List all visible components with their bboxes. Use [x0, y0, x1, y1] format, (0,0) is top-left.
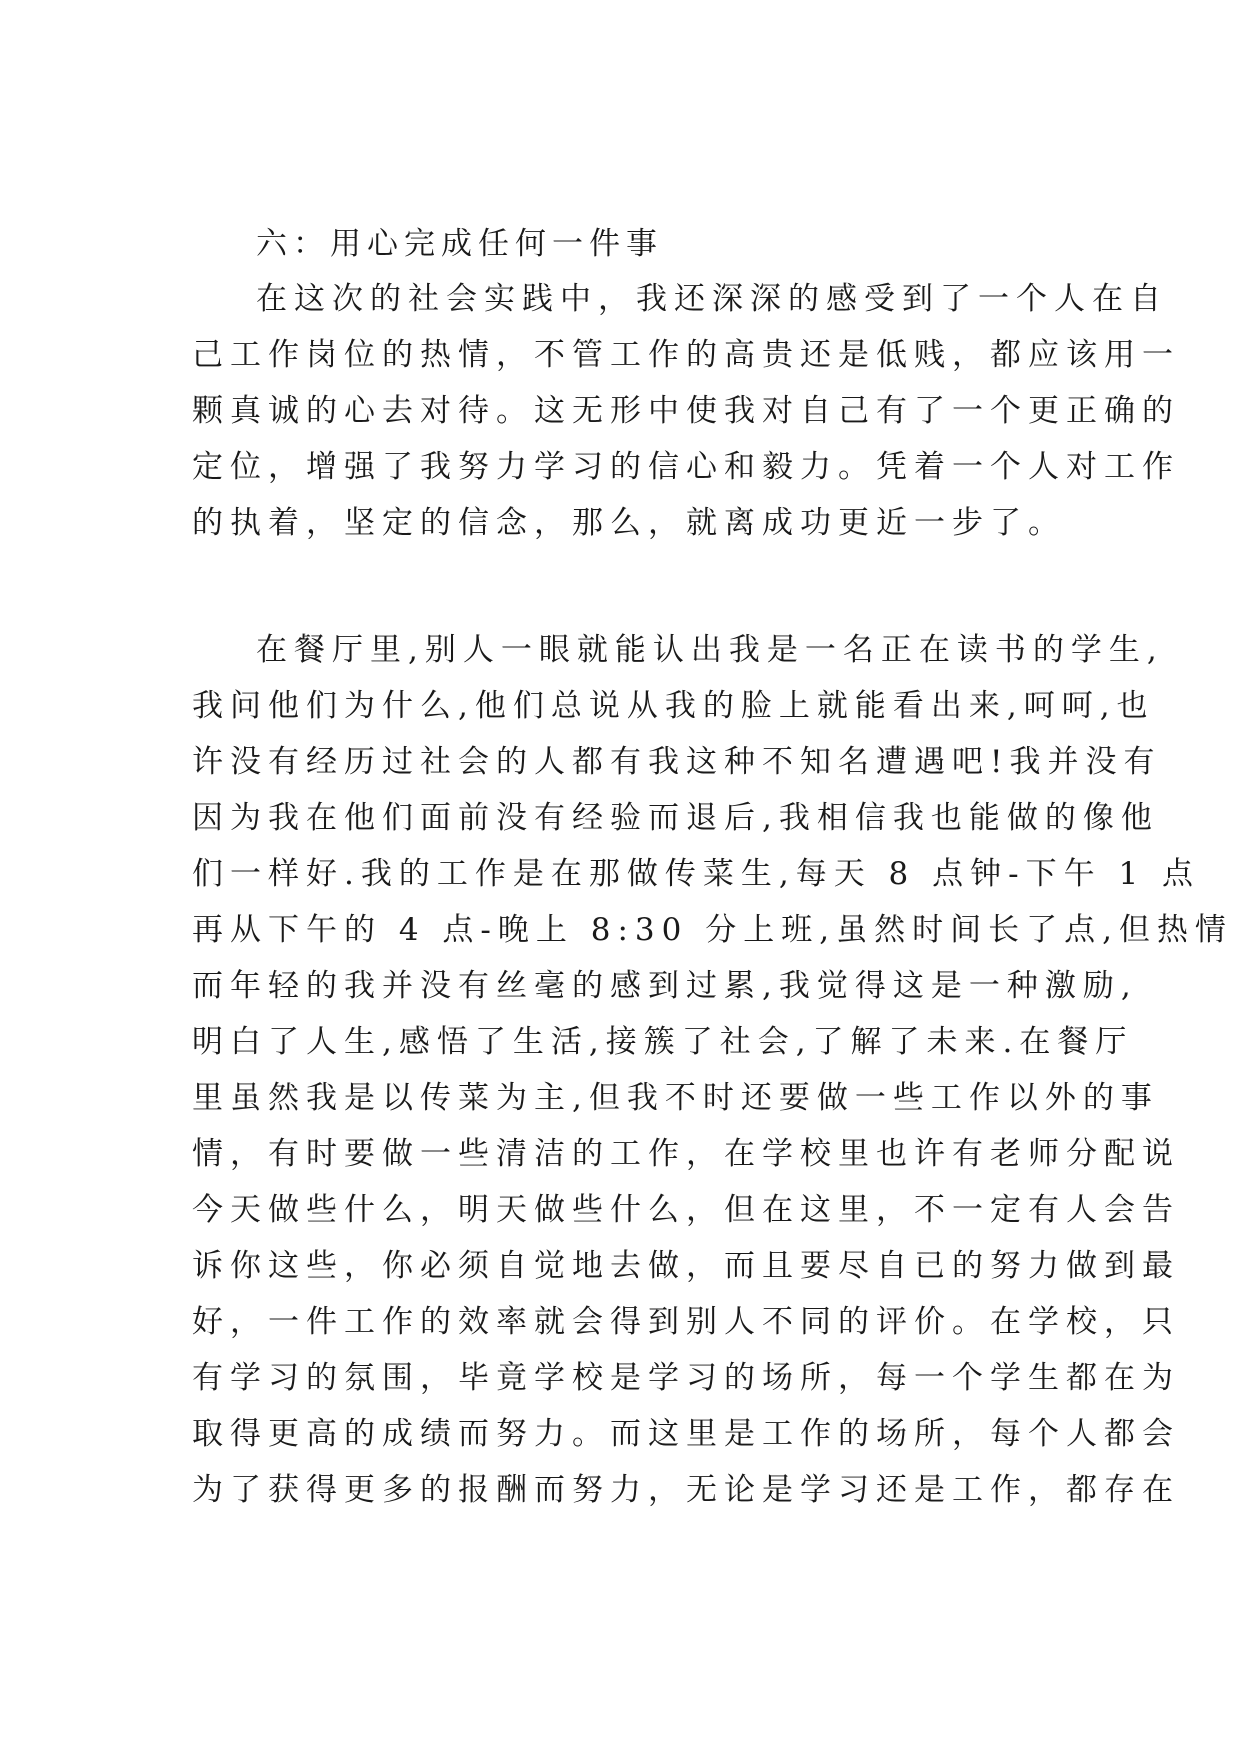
- paragraph-line: 己工作岗位的热情，不管工作的高贵还是低贱，都应该用一: [192, 337, 1180, 373]
- paragraph-line: 颗真诚的心去对待。这无形中使我对自己有了一个更正确的: [192, 393, 1180, 429]
- paragraph-line: 们一样好.我的工作是在那做传菜生,每天 8 点钟-下午 1 点: [192, 856, 1201, 892]
- paragraph-line: 有学习的氛围，毕竟学校是学习的场所，每一个学生都在为: [192, 1360, 1180, 1396]
- paragraph-line: 诉你这些，你必须自觉地去做，而且要尽自已的努力做到最: [192, 1248, 1180, 1284]
- paragraph-line: 在这次的社会实践中，我还深深的感受到了一个人在自: [256, 281, 1168, 317]
- paragraph-line: 再从下午的 4 点-晚上 8:30 分上班,虽然时间长了点,但热情: [192, 912, 1233, 948]
- paragraph-line: 定位，增强了我努力学习的信心和毅力。凭着一个人对工作: [192, 449, 1180, 485]
- paragraph-line: 今天做些什么，明天做些什么，但在这里，不一定有人会告: [192, 1192, 1180, 1228]
- section-heading: 六：用心完成任何一件事: [256, 226, 663, 262]
- paragraph-line: 我问他们为什么,他们总说从我的脸上就能看出来,呵呵,也: [192, 688, 1155, 724]
- paragraph-line: 而年轻的我并没有丝毫的感到过累,我觉得这是一种激励,: [192, 968, 1138, 1004]
- paragraph-line: 在餐厅里,别人一眼就能认出我是一名正在读书的学生,: [256, 632, 1164, 668]
- paragraph-line: 取得更高的成绩而努力。而这里是工作的场所，每个人都会: [192, 1416, 1180, 1452]
- paragraph-line: 里虽然我是以传菜为主,但我不时还要做一些工作以外的事: [192, 1080, 1159, 1116]
- paragraph-line: 情，有时要做一些清洁的工作，在学校里也许有老师分配说: [192, 1136, 1180, 1172]
- paragraph-line: 许没有经历过社会的人都有我这种不知名遭遇吧!我并没有: [192, 744, 1162, 780]
- paragraph-line: 好，一件工作的效率就会得到别人不同的评价。在学校，只: [192, 1304, 1180, 1340]
- paragraph-line: 为了获得更多的报酬而努力，无论是学习还是工作，都存在: [192, 1472, 1180, 1508]
- paragraph-line: 明白了人生,感悟了生活,接簇了社会,了解了未来.在餐厅: [192, 1024, 1134, 1060]
- paragraph-line: 的执着，坚定的信念，那么，就离成功更近一步了。: [192, 505, 1066, 541]
- paragraph-line: 因为我在他们面前没有经验而退后,我相信我也能做的像他: [192, 800, 1159, 836]
